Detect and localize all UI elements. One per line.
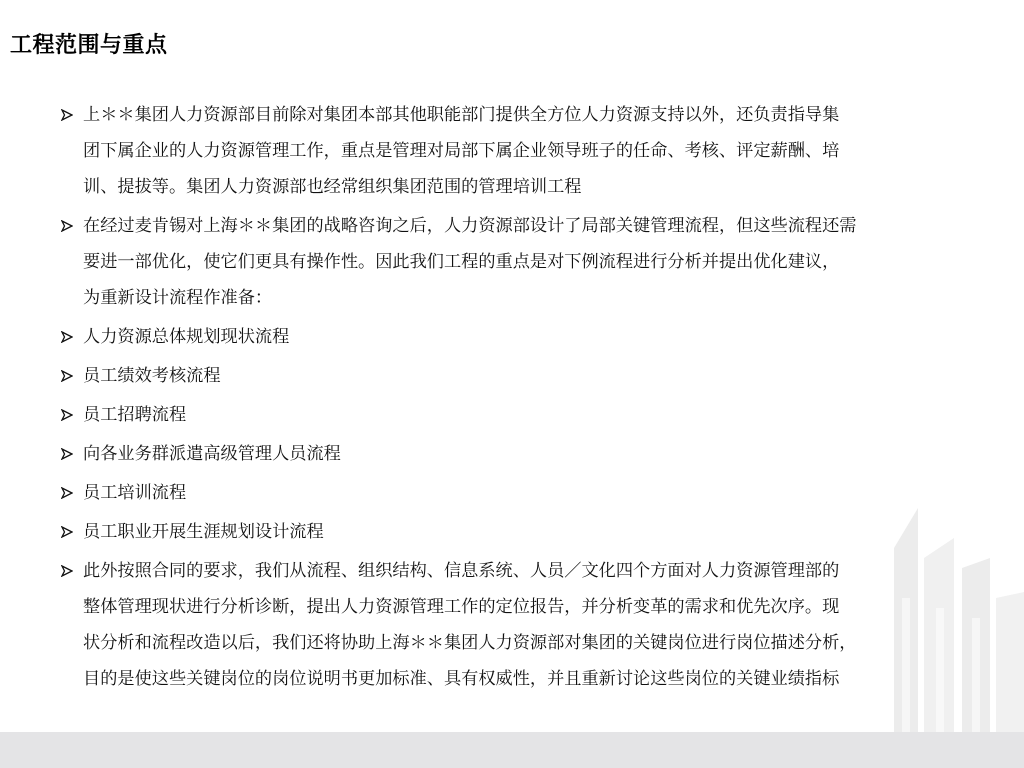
arrow-bullet-icon bbox=[61, 565, 73, 577]
bullet-item bbox=[60, 436, 970, 472]
bullet-item bbox=[60, 319, 970, 355]
arrow-bullet-icon bbox=[61, 409, 73, 421]
bullet-item bbox=[60, 397, 970, 433]
bullet-text: 员工绩效考核流程 bbox=[83, 366, 221, 386]
arrow-bullet-icon bbox=[61, 109, 73, 121]
bullet-text: 向各业务群派遣高级管理人员流程 bbox=[83, 444, 341, 464]
arrow-bullet-icon bbox=[61, 331, 73, 343]
footer-band bbox=[0, 732, 1024, 768]
bullet-item bbox=[60, 208, 970, 316]
bullet-item bbox=[60, 514, 970, 550]
slide-title: 工程范围与重点 bbox=[10, 33, 168, 58]
bullet-item bbox=[60, 475, 970, 511]
bullet-text: 员工招聘流程 bbox=[83, 405, 187, 425]
bullet-text: 上＊＊集团人力资源部目前除对集团本部其他职能部门提供全方位人力资源支持以外，还负责指导集 团下属企业的人力资源管理工作，重点是管理对局部下属企业领导班子的任命、考核、评定薪酬、培 训、提拔等。集团人力资源部也经常组织集团范围的管理培训工程 bbox=[83, 105, 840, 197]
bullet-text: 员工培训流程 bbox=[83, 483, 187, 503]
bullet-text: 员工职业开展生涯规划设计流程 bbox=[83, 522, 324, 542]
bullet-text: 此外按照合同的要求，我们从流程、组织结构、信息系统、人员／文化四个方面对人力资源管理部的 整体管理现状进行分析诊断，提出人力资源管理工作的定位报告，并分析变革的需求和优先次序。现 状分析和流程改造以后，我们还将协助上海＊＊集团人力资源部对集团的关键岗位进行岗位描述分析， 目的是使这些关键岗位的岗位说明书更加标准、具有权威性，并且重新讨论这些岗位的关键业绩指标 bbox=[83, 561, 857, 689]
arrow-bullet-icon bbox=[61, 220, 73, 232]
arrow-bullet-icon bbox=[61, 370, 73, 382]
bullet-item bbox=[60, 358, 970, 394]
arrow-bullet-icon bbox=[61, 448, 73, 460]
bullet-text: 在经过麦肯锡对上海＊＊集团的战略咨询之后，人力资源部设计了局部关键管理流程，但这些流程还需 要进一部优化，使它们更具有操作性。因此我们工程的重点是对下例流程进行分析并提出优化建议， 为重新设计流程作准备： bbox=[83, 216, 857, 308]
bullet-item bbox=[60, 553, 970, 697]
arrow-bullet-icon bbox=[61, 487, 73, 499]
bullet-item bbox=[60, 97, 970, 205]
bullet-text: 人力资源总体规划现状流程 bbox=[83, 327, 290, 347]
bullet-list bbox=[60, 97, 970, 700]
arrow-bullet-icon bbox=[61, 526, 73, 538]
